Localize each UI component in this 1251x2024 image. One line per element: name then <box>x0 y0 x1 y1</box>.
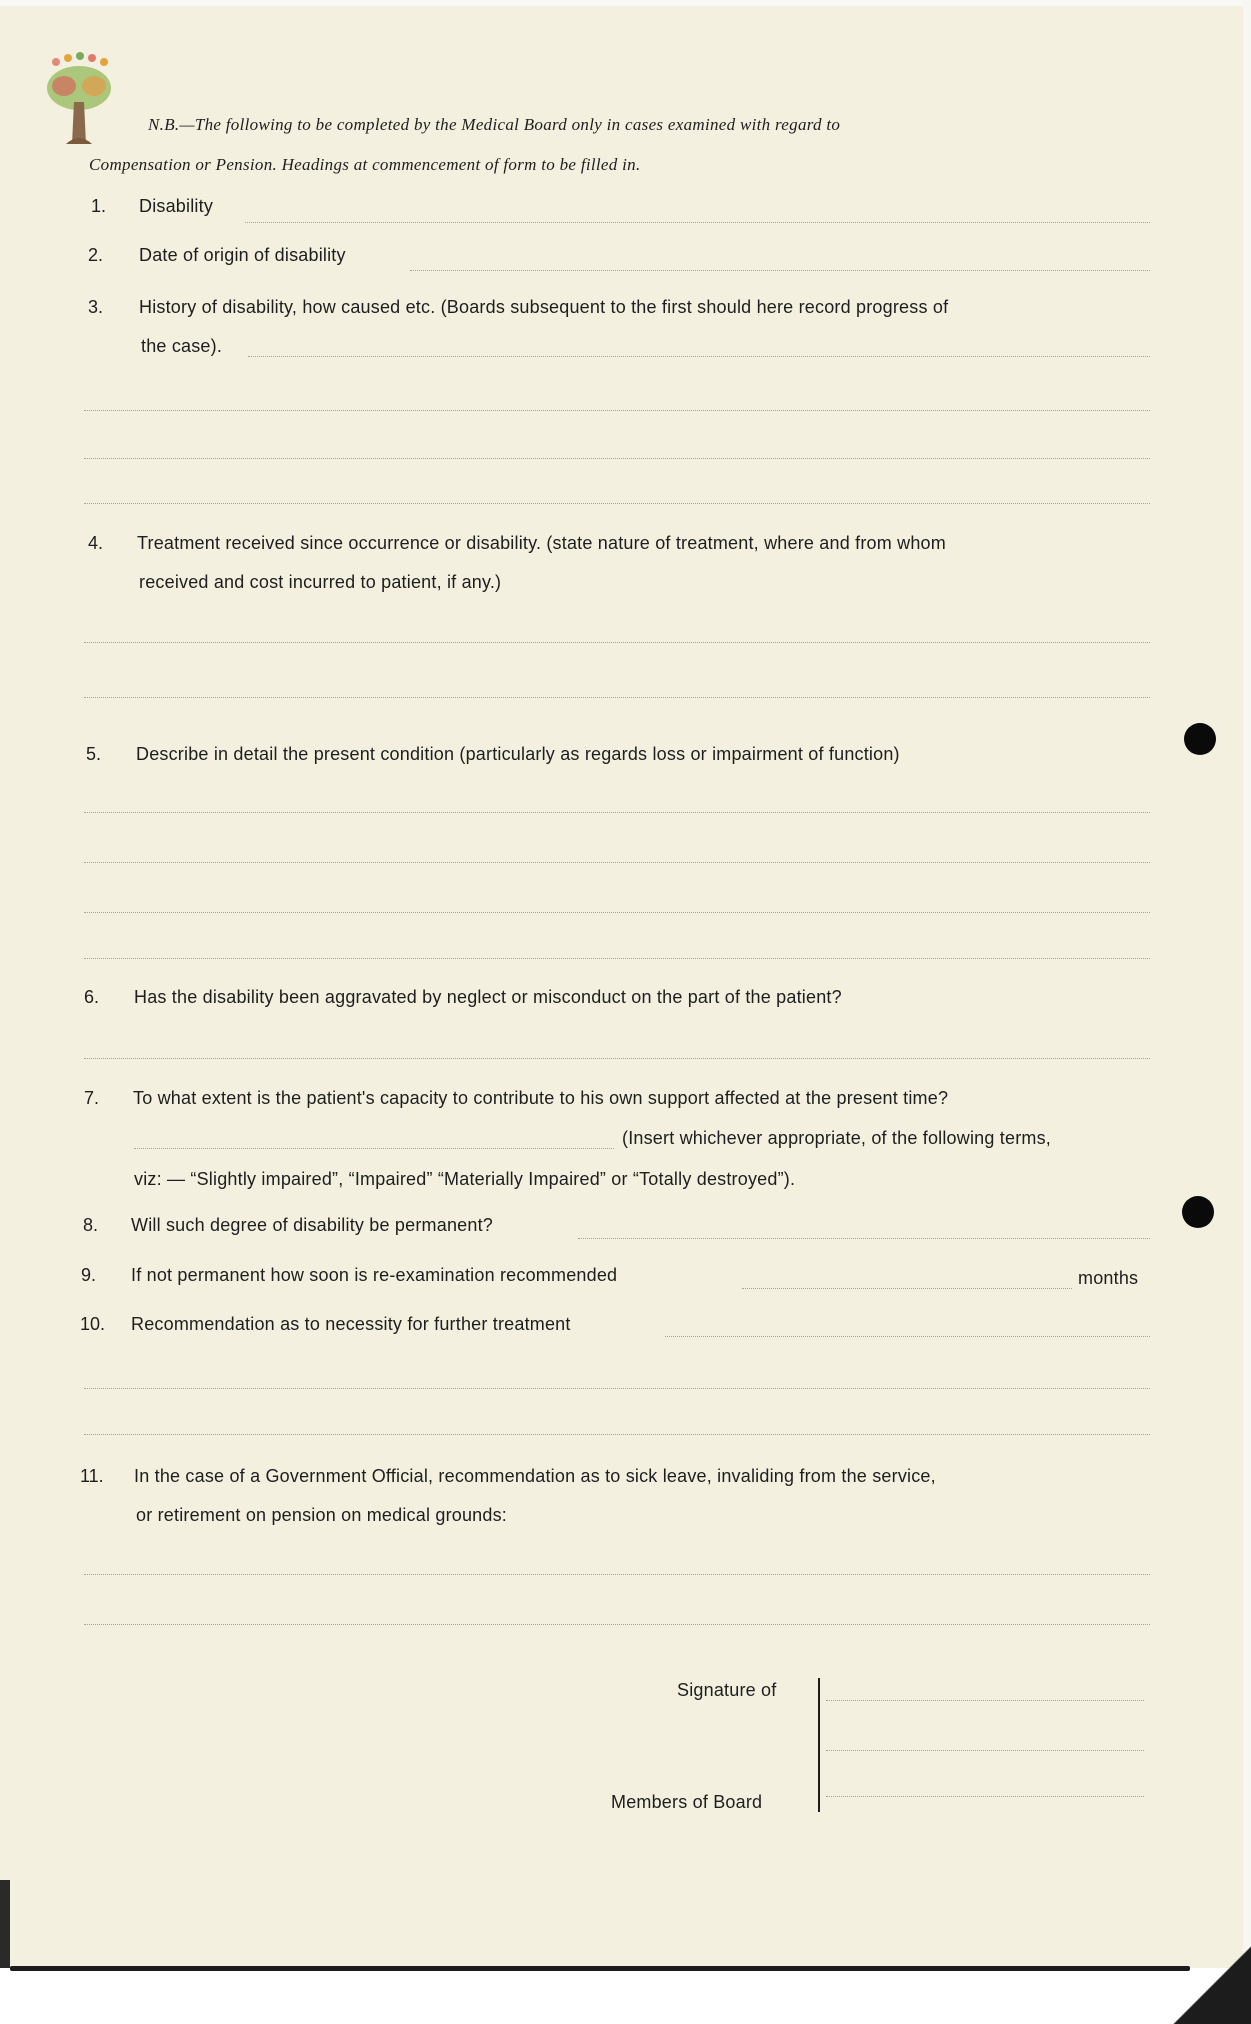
item-label: Disability <box>139 196 214 216</box>
punch-hole <box>1182 1196 1214 1228</box>
further-treatment-field-line-3[interactable] <box>84 1434 1150 1435</box>
board-member-signature-1[interactable] <box>826 1700 1144 1701</box>
item-number: 5. <box>86 744 102 764</box>
permanent-field[interactable] <box>578 1238 1150 1239</box>
item-label: Recommendation as to necessity for further treatment <box>131 1314 571 1334</box>
item-label: Has the disability been aggravated by neglect or misconduct on the part of the patient? <box>134 987 842 1007</box>
months-label: months <box>1078 1268 1139 1288</box>
item-label-cont: viz: — “Slightly impaired”, “Impaired” “Materially Impaired” or “Totally destroyed”). <box>134 1169 796 1189</box>
item-number: 2. <box>88 245 104 265</box>
item-label: Date of origin of disability <box>139 245 346 265</box>
disability-field[interactable] <box>245 222 1150 223</box>
condition-field-line-4[interactable] <box>84 958 1150 959</box>
condition-field-line-1[interactable] <box>84 812 1150 813</box>
page-edge-right <box>1243 0 1251 2024</box>
treatment-field-line-1[interactable] <box>84 642 1150 643</box>
page-edge-shadow-bottom <box>10 1966 1190 1971</box>
page-edge-top <box>0 0 1251 6</box>
further-treatment-field-line-1[interactable] <box>665 1336 1150 1337</box>
history-field-line-4[interactable] <box>84 503 1150 504</box>
condition-field-line-2[interactable] <box>84 862 1150 863</box>
item-label-cont: the case). <box>141 336 223 356</box>
aggravated-field[interactable] <box>84 1058 1150 1059</box>
item-label-cont: or retirement on pension on medical grounds: <box>136 1505 508 1525</box>
instruction-note <box>90 105 1160 185</box>
page-edge-shadow-left <box>0 1880 10 1970</box>
item-label: History of disability, how caused etc. (Boards subsequent to the first should here record progress of <box>139 297 949 317</box>
item-number: 9. <box>81 1265 97 1285</box>
item-label-cont: received and cost incurred to patient, if any.) <box>139 572 502 592</box>
punch-hole <box>1184 723 1216 755</box>
government-official-field-line-2[interactable] <box>84 1624 1150 1625</box>
item-number: 1. <box>91 196 107 216</box>
history-field-line-1[interactable] <box>248 356 1150 357</box>
signature-bracket <box>818 1678 820 1812</box>
date-of-origin-field[interactable] <box>410 270 1150 271</box>
treatment-field-line-2[interactable] <box>84 697 1150 698</box>
item-number: 10. <box>80 1314 106 1334</box>
item-label-cont: (Insert whichever appropriate, of the following terms, <box>622 1128 1051 1148</box>
item-number: 3. <box>88 297 104 317</box>
item-label: To what extent is the patient's capacity to contribute to his own support affected at the present time? <box>133 1088 949 1108</box>
item-label: Treatment received since occurrence or disability. (state nature of treatment, where and from whom <box>137 533 946 553</box>
item-number: 8. <box>83 1215 99 1235</box>
item-number: 11. <box>80 1466 104 1486</box>
page-edge-bottom <box>0 1968 1251 2024</box>
signature-of-label: Signature of <box>677 1680 777 1700</box>
item-number: 6. <box>84 987 100 1007</box>
item-label: If not permanent how soon is re-examination recommended <box>131 1265 618 1285</box>
item-label: Will such degree of disability be permanent? <box>131 1215 493 1235</box>
item-label: Describe in detail the present condition (particularly as regards loss or impairment of function) <box>136 744 900 764</box>
capacity-field[interactable] <box>134 1148 614 1149</box>
history-field-line-2[interactable] <box>84 410 1150 411</box>
instruction-note-line2: Compensation or Pension. Headings at commencement of form to be filled in. <box>89 155 641 174</box>
instruction-note-line1: N.B.—The following to be completed by the Medical Board only in cases examined with regard to <box>148 115 841 134</box>
board-member-signature-2[interactable] <box>826 1750 1144 1751</box>
government-official-field-line-1[interactable] <box>84 1574 1150 1575</box>
board-member-signature-3[interactable] <box>826 1796 1144 1797</box>
page-corner-shadow <box>1161 1940 1251 2024</box>
further-treatment-field-line-2[interactable] <box>84 1388 1150 1389</box>
item-label: In the case of a Government Official, recommendation as to sick leave, invaliding from the service, <box>134 1466 936 1486</box>
item-number: 4. <box>88 533 104 553</box>
condition-field-line-3[interactable] <box>84 912 1150 913</box>
history-field-line-3[interactable] <box>84 458 1150 459</box>
re-examination-field[interactable] <box>742 1288 1072 1289</box>
item-number: 7. <box>84 1088 100 1108</box>
members-of-board-label: Members of Board <box>611 1792 763 1812</box>
